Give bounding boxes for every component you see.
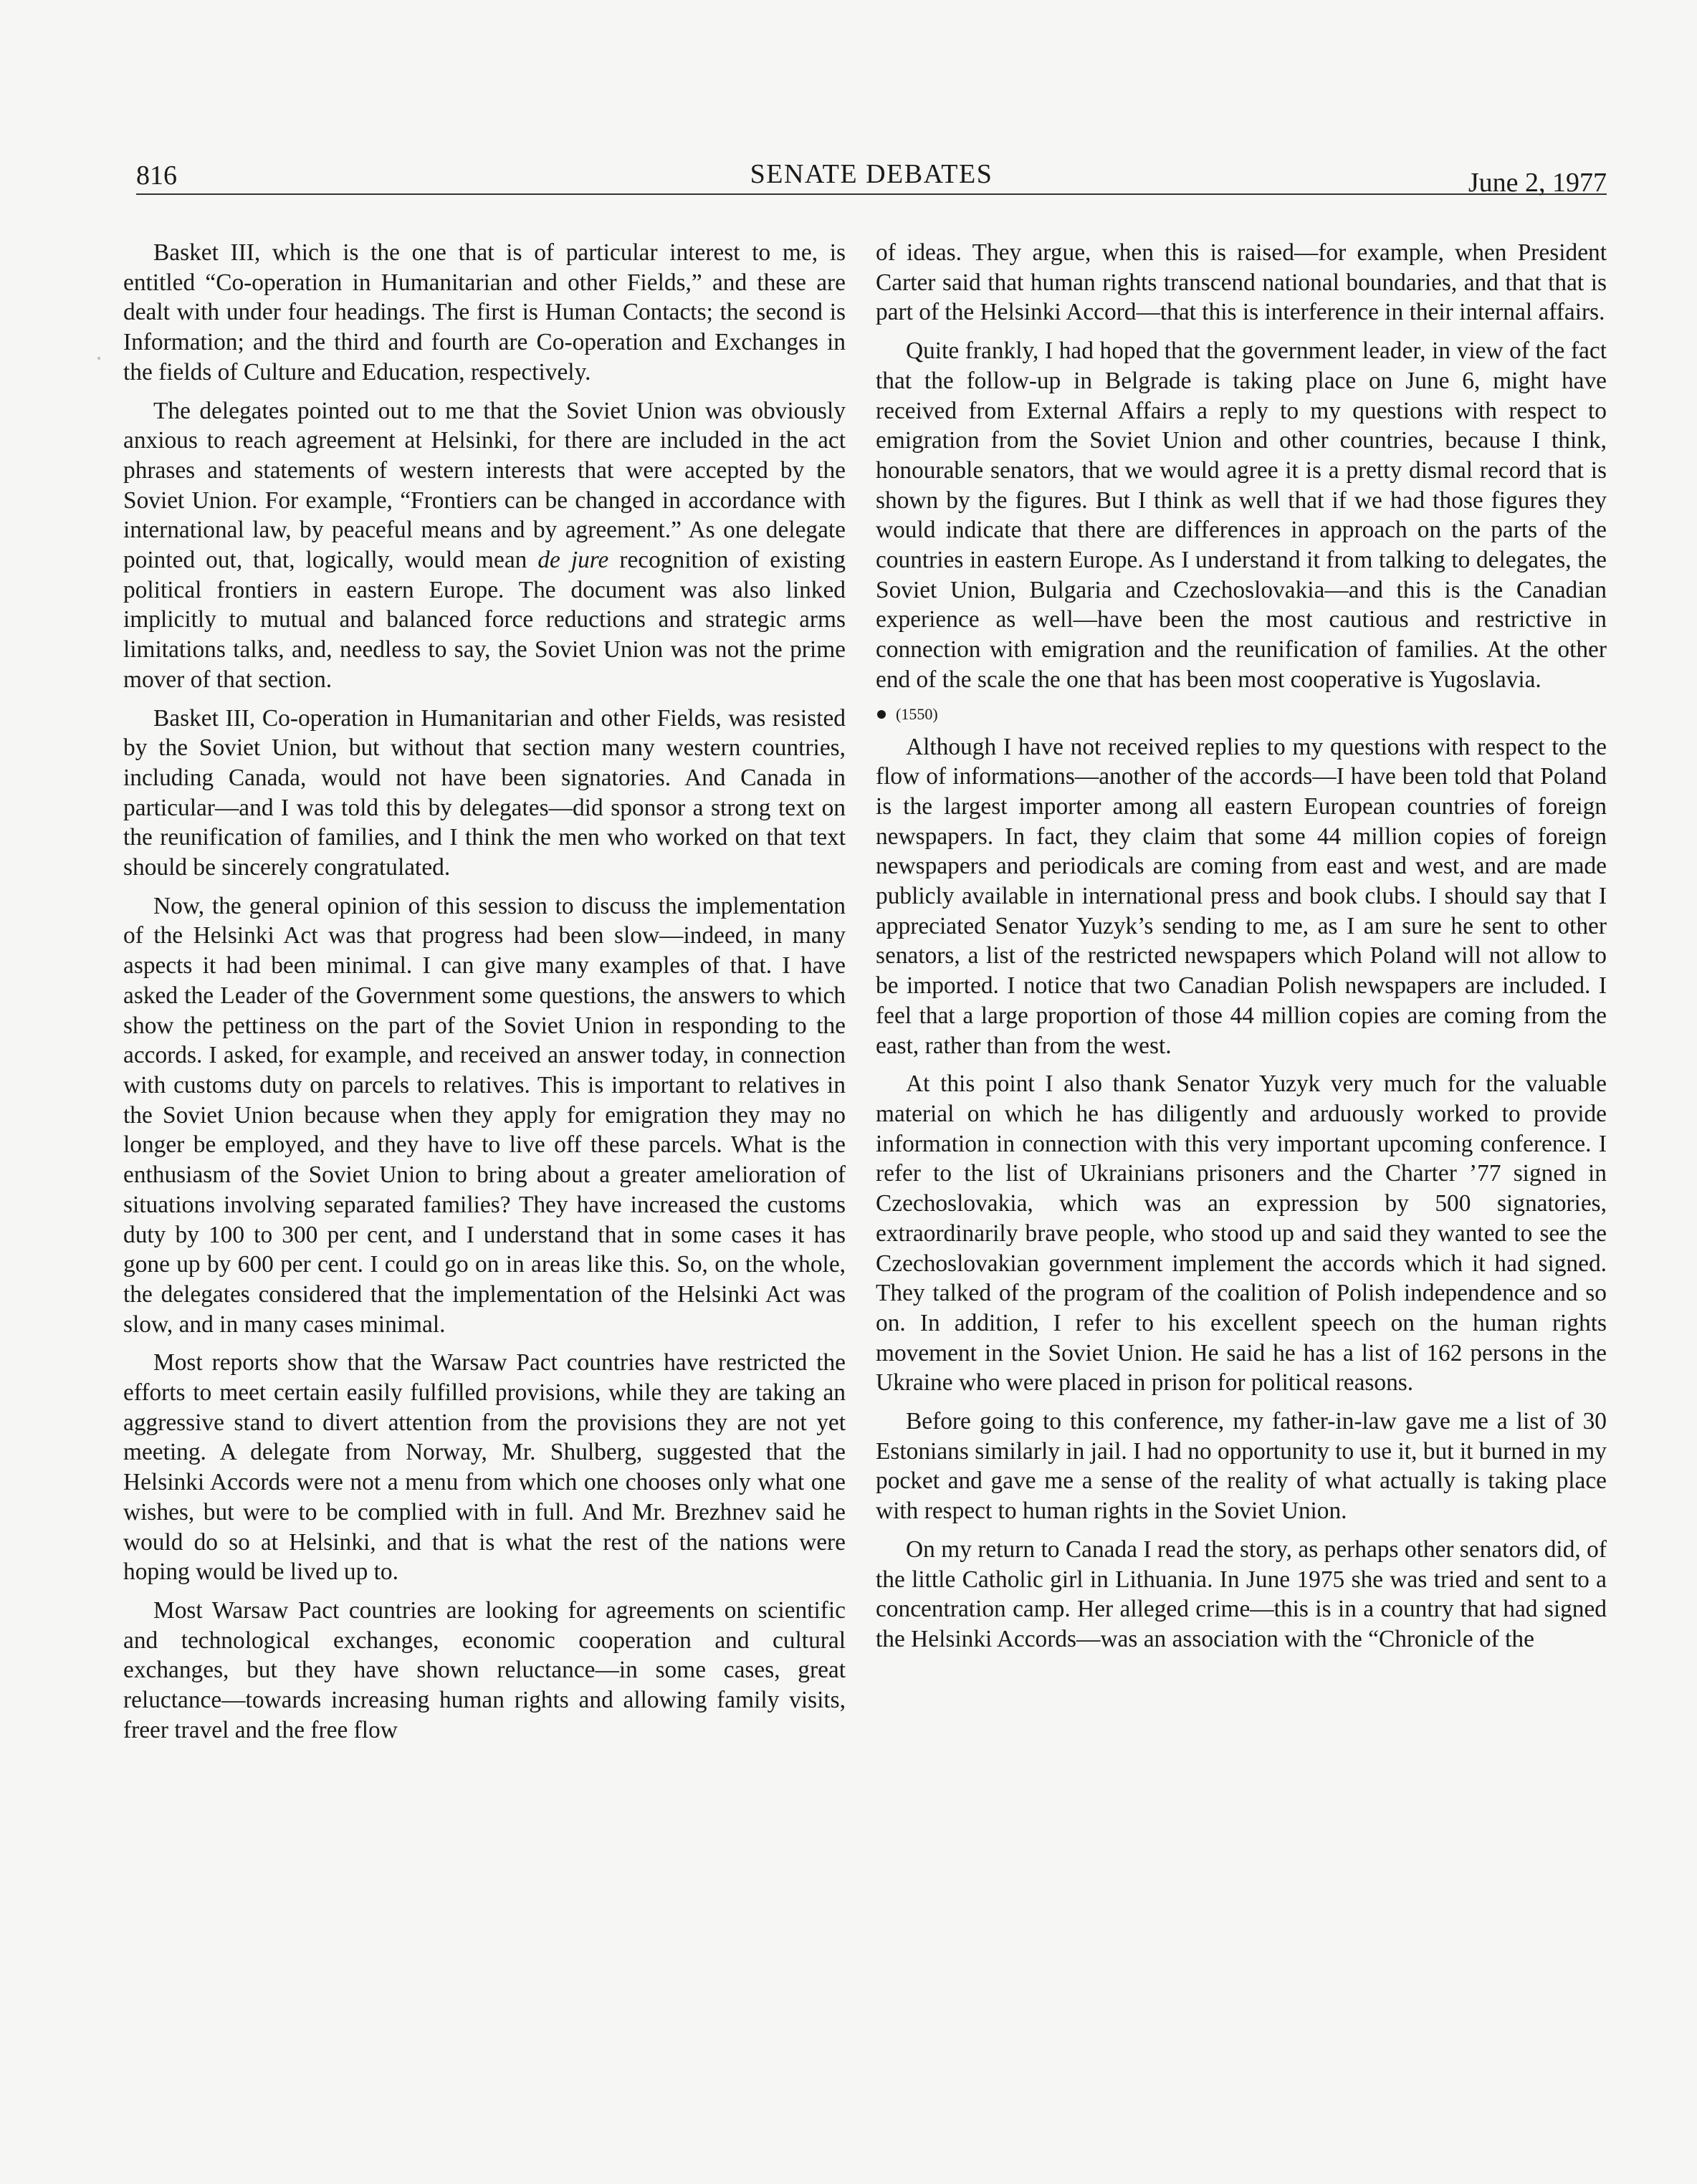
right-column [876, 238, 1607, 1663]
italic-phrase: de jure [537, 547, 609, 574]
time-marker-label: (1550) [896, 704, 938, 723]
bullet-icon [877, 710, 886, 719]
paragraph: Most Warsaw Pact countries are looking for agreements on scientific and technological exchanges, economic cooperation and cultural exchanges, but they have shown reluctance—in some cases, great reluctance—towards increasing human rights and allowing family visits, freer travel and the free flow [123, 1596, 846, 1743]
paragraph: On my return to Canada I read the story, as perhaps other senators did, of the little Catholic girl in Lithuania. In June 1975 she was tried and sent to a concentration camp. Her alleged crime—this is in a country that had signed the Helsinki Accords—was an association with the “Chronicle of the [876, 1536, 1607, 1652]
scan-speck [97, 357, 100, 360]
paragraph: The delegates pointed out to me that the Soviet Union was obviously anxious to reach agreement at Helsinki, for there are included in the act phrases and statements of western interests that were accepted by the Soviet Union. For example, “Frontiers can be changed in accordance with international law, by peaceful means and by agreement.” As one delegate pointed out, that, logically, would mean de jure recognition of existing political frontiers in eastern Europe. The document was also linked implicitly to mutual and balanced force reductions and strategic arms limitations talks, and, needless to say, the Soviet Union was not the prime mover of that section. [123, 397, 846, 693]
page-number: 816 [136, 161, 177, 191]
paragraph: Basket III, Co-operation in Humanitarian and other Fields, was resisted by the Soviet Union, but without that section many western countries, including Canada, would not have been signatories. And Canada in particular—and I was told this by delegates—did sponsor a strong text on the reunification of families, and I think the men who worked on that text should be sincerely congratulated. [123, 704, 846, 881]
publication-date: June 2, 1977 [1468, 168, 1607, 198]
paragraph: Before going to this conference, my father-in-law gave me a list of 30 Estonians similarly in jail. I had no opportunity to use it, but it burned in my pocket and gave me a sense of the reality of what actually is taking place with respect to human rights in the Soviet Union. [876, 1408, 1607, 1525]
paragraph: Basket III, which is the one that is of particular interest to me, is entitled “Co-operation in Humanitarian and other Fields,” and these are dealt with under four headings. The first is Human Contacts; the second is Information; and the third and fourth are Co-operation and Exchanges in the fields of Culture and Education, respectively. [123, 239, 846, 385]
paragraph-continuation: of ideas. They argue, when this is raised—for example, when President Carter said that human rights transcend national boundaries, and that that is part of the Helsinki Accord—that this is interference in their internal affairs. [876, 239, 1607, 326]
paragraph: Now, the general opinion of this session to discuss the implementation of the Helsinki Act was that progress had been slow—indeed, in many aspects it had been minimal. I can give many examples of that. I have asked the Leader of the Government some questions, the answers to which show the pettiness on the part of the Soviet Union in responding to the accords. I asked, for example, and received an answer today, in connection with customs duty on parcels to relatives. This is important to relatives in the Soviet Union because when they apply for emigration they may no longer be employed, and they have to live off these parcels. What is the enthusiasm of the Soviet Union to bring about a greater amelioration of situations involving separated families? They have increased the customs duty by 100 to 300 per cent, and I understand that in some cases it has gone up by 600 per cent. I could go on in areas like this. So, on the whole, the delegates considered that the implementation of the Helsinki Act was slow, and in many cases minimal. [123, 892, 846, 1338]
page-header [136, 146, 1607, 198]
paragraph: Quite frankly, I had hoped that the government leader, in view of the fact that the follow-up in Belgrade is taking place on June 6, might have received from External Affairs a reply to my questions with respect to emigration from the Soviet Union and other countries, because I think, honourable senators, that we would agree it is a pretty dismal record that is shown by the figures. But I think as well that if we had those figures they would indicate that there are differences in approach on the parts of the countries in eastern Europe. As I understand it from talking to delegates, the Soviet Union, Bulgaria and Czechoslovakia—and this is the Canadian experience as well—have been the most cautious and restrictive in connection with emigration and the reunification of families. At the other end of the scale the one that has been most cooperative is Yugoslavia. [876, 337, 1607, 693]
paragraph: At this point I also thank Senator Yuzyk very much for the valuable material on which he has diligently and arduously worked to provide information in connection with this very important upcoming conference. I refer to the list of Ukrainians prisoners and the Charter ’77 signed in Czechoslovakia, which was an expression by 500 signatories, extraordinarily brave people, who stood up and said they wanted to see the Czechoslovakian government implement the accords which it had signed. They talked of the program of the coalition of Polish independence and so on. In addition, I refer to his excellent speech on the human rights movement in the Soviet Union. He said he has a list of 162 persons in the Ukraine who were placed in prison for political reasons. [876, 1071, 1607, 1397]
publication-title: SENATE DEBATES [750, 159, 993, 189]
left-column [123, 238, 846, 1753]
paragraph: Most reports show that the Warsaw Pact countries have restricted the efforts to meet certain easily fulfilled provisions, while they are taking an aggressive stand to divert attention from the provisions they are not yet meeting. A delegate from Norway, Mr. Shulberg, suggested that the Helsinki Accords were not a menu from which one chooses only what one wishes, but were to be complied with in full. And Mr. Brezhnev said he would do so at Helsinki, and that is what the rest of the nations were hoping would be lived up to. [123, 1349, 846, 1586]
time-marker [877, 704, 1607, 725]
paragraph: Although I have not received replies to my questions with respect to the flow of informations—another of the accords—I have been told that Poland is the largest importer among all eastern European countries of foreign newspapers. In fact, they claim that some 44 million copies of foreign newspapers and periodicals are coming from east and west, and are made publicly available in international press and book clubs. I should say that I appreciated Senator Yuzyk’s sending to me, as I am sure he sent to other senators, a list of the restricted newspapers which Poland will not allow to be imported. I notice that two Canadian Polish newspapers are included. I feel that a large proportion of those 44 million copies are coming from the east, rather than from the west. [876, 733, 1607, 1059]
